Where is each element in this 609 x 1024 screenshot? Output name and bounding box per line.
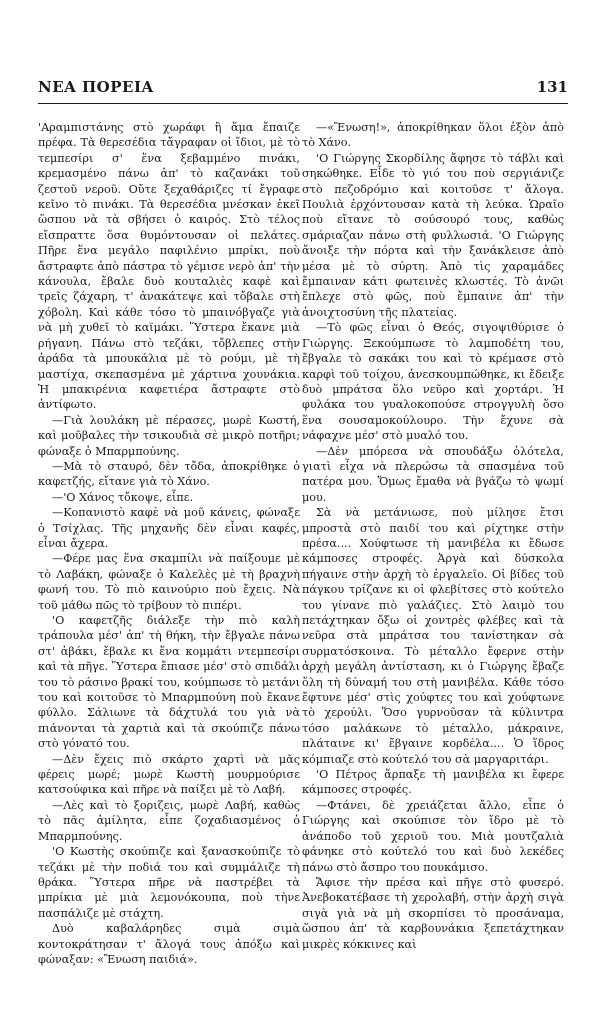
journal-title: ΝΕΑ ΠΟΡΕΙΑ (38, 78, 154, 96)
paragraph: 'Ο Πέτρος ἅρπαξε τὴ μανιβέλα κι ἔφερε κάμποσες στροφές. (302, 768, 564, 797)
paragraph: —'Ο Χάνος τὄκοψε, εἶπε. (52, 490, 194, 504)
paragraph: —Δὲν ἔχεις πιὸ σκάρτο χαρτὶ νὰ μᾶς φέρεις μωρέ; μωρὲ Κωστὴ μουρμούρισε κατσούφικα καὶ πῆρε νὰ παίξει μὲ τὸ Λαβή. (38, 752, 300, 797)
paragraph: 'Ο Γιώργης Σκορδίλης ἄφησε τὸ τάβλι καὶ σηκώθηκε. Εἶδε τὸ γιό του ποὺ σεργιάνιζε στὸ πεζοδρόμιο καὶ κοιτοῦσε τ' ἄλογα. Πουλιὰ ἐρχόντουσαν κατὰ τὴ λεύκα. Ὡραῖο ποὺ εἴτανε τὸ σούσουρό τους, καθὼς σμάριαζαν πάνω στὴ φυλλωσιά. 'Ο Γιώργης ἄνοιξε τὴν πόρτα καὶ τὴν ξανάκλεισε ἀπὸ μέσα μὲ τὸ σύρτη. Ἀπὸ τὶς χαραμάδες ἔμπαιναν κάτι φωτεινὲς κλωστές. Τὸ ἀνῶι ἔπλεχε στὸ φῶς, ποὺ ἔμπαινε ἀπ' τὴν ἀνοιχτοσύνη τῆς πλατείας. (302, 151, 564, 319)
paragraph: —Κοπανιστὸ καφὲ νὰ μοῦ κάνεις, φώναξε ὁ Τσίχλας. Τῆς μηχανῆς δὲν εἶναι καφές, εἶναι ἄχερα. (38, 506, 300, 550)
paragraph: 'Ο Κωστὴς σκούπιζε καὶ ξανασκούπιζε τὸ τεζάκι μὲ τὴν ποδιά του καὶ συμμάλιζε τὴ θράκα. Ὕστερα πῆρε νὰ παστρέβει τὰ μπρίκια μὲ μιὰ λεμονόκουπα, ποὺ τὴνε πασπάλιζε μὲ στάχτη. (38, 845, 300, 920)
left-column (38, 120, 300, 1000)
paragraph: Σὰ νὰ μετάνιωσε, ποὺ μίλησε ἔτσι μπροστὰ στὸ παιδί του καὶ ρίχτηκε στὴν πρέσα.... Χούφτωσε τὴ μανιβέλα κι ἔδωσε κάμποσες στροφές. Ἀργὰ καὶ δύσκολα πήγαινε στὴν ἀρχὴ τὸ ἐργαλεῖο. Οἱ βίδες τοῦ πάγκου τρίζανε κι οἱ φλεβίτσες στὸ κούτελο του γίνανε πιὸ γαλάζιες. Στὸ λαιμὸ του πετάχτηκαν ὄξω οἱ χοντρὲς φλέβες καὶ τὰ νεῦρα στὰ μπράτσα του τανίστηκαν σὰ συρματόσκοινα. Τὸ μέταλλο ἔφερνε στὴν ἀρχὴ μεγάλη ἀντίσταση, κι ὁ Γιώργης ἔβαζε ὅλη τὴ δύναμή του στὴ μανιβέλα. Κάθε τόσο ἔφτυνε μέσ' στὶς χούφτες του καὶ χούφτωνε τὸ χερούλι. Ὅσο γυρνοῦσαν τὰ κύλιντρα τόσο μαλάκωνε τὸ μέταλλο, μάκραινε, πλάταινε κι' ἔβγαινε κορδέλα.... Ὁ ἵδρος κόμπιαζε στὸ κούτελό του σὰ μαργαριτάρι. (302, 506, 564, 766)
paragraph: 'Ο καφετζῆς διάλεξε τὴν πιὸ καλὴ τράπουλα μέσ' ἀπ' τὴ θήκη, τὴν ἔβγαλε πάνω στ' ἀβάκι, ἔβαλε κι ἕνα κομμάτι ντεμπεσίρι καὶ τὰ πῆγε. Ὕστερα ἔπιασε μέσ' στὸ σπιδάλι του τὸ ράσινο βρακί του, κούμπωσε τὸ μετάνι του καὶ κοιτοῦσε τὸ Μπαρμπούνη ποὺ ἔκανε φύλλο. Σάλιωνε τὰ δάχτυλά του γιὰ νὰ πιάνονται τὰ χαρτιὰ καὶ τὰ σκούπιζε πάνω στὸ γόνατό του. (38, 614, 300, 751)
running-header (38, 78, 568, 100)
paragraph: —Γιὰ λουλάκη μὲ πέρασες, μωρὲ Κωστή, καὶ μοῦβαλες τὴν τσικουδιὰ σὲ μικρὸ ποτῆρι; φώναξε ὁ Μπαρμπούνης. (38, 413, 300, 458)
paragraph: —Λὲς καὶ τὸ ξοριζεις, μωρὲ Λαβή, καθὼς τὸ πᾶς ἁμίλητα, εἶπε ζοχαδιασμένος ὁ Μπαρμπούνης. (38, 798, 300, 843)
paragraph: Ἄφισε τὴν πρέσα καὶ πῆγε στὸ φυσερό. Ἀνεβοκατέβασε τὴ χερολαβή, στὴν ἀρχὴ σιγὰ σιγὰ γιὰ νὰ μὴ σκορπίσει τὸ προσάναμα, ὥσπου ἀπ' τὰ καρβουνάκια ξεπετάχτηκαν μικρὲς κόκκινες καὶ (302, 875, 564, 951)
page-number: 131 (536, 78, 568, 96)
paragraph: —«Ἔνωση!», ἀποκρίθηκαν ὅλοι ἐξὸν ἀπὸ τὸ Χάνο. (302, 121, 564, 150)
paragraph: —Φτάνει, δὲ χρειάζεται ἄλλο, εἶπε ὁ Γιώργης καὶ σκούπισε τὸν ἵδρο μὲ τὸ ἀνάποδο τοῦ χεριοῦ του. Μιὰ μουτζαλιὰ φάνηκε στὸ κούτελό του καὶ δυὸ λεκέδες πάνω στὸ ἄσπρο του πουκάμισο. (302, 798, 564, 874)
right-column (302, 120, 564, 1000)
header-rule (38, 103, 568, 104)
paragraph: —Τὸ φῶς εἶναι ὁ Θεός, σιγοψιθύρισε ὁ Γιώργης. Ξεκούμπωσε τὸ λαμποδέτη του, ἔβγαλε τὸ σακάκι του καὶ τὸ κρέμασε στὸ καρφὶ τοῦ τοίχου, ἀνεσκουμπώθηκε, κι ἔδειξε δυὸ μπράτσα ὅλο νεῦρο καὶ χορτάρι. Ἡ φυλάκα του γυαλοκοπούσε στρογγυλὴ ὅσο ἕνα σουσαμοκούλουρο. Τὴν ἔχυνε σὰ νάφαχνε μέσ' στὸ μυαλό του. (302, 321, 564, 443)
paragraph: —Δὲν μπόρεσα νὰ σπουδάξω ὁλότελα, γιατὶ εἶχα νὰ πλερώσω τὰ σπασμένα τοῦ πατέρα μου. Ὅμως ἔμαθα νὰ βγάζω τὸ ψωμί μου. (302, 444, 564, 504)
paragraph: 'Αραμπιστάνης στὸ χωράφι ἢ ἅμα ἔπαιζε πρέφα. Τὰ θερεσέδια τἄγραφαν οἱ ἴδιοι, μὲ τὸ τεμπεσίρι σ' ἕνα ξεβαμμένο πινάκι, κρεμασμένο πάνω ἀπ' τὸ καζανάκι τοῦ ζεστοῦ νεροῦ. Οὔτε ξεχαθάριζες τί ἔγραφε κεῖνο τὸ πινάκι. Τὰ θερεσέδια μνέσκαν ἐκεῖ ὥσπου νὰ τὰ σβήσει ὁ καιρός. Στὸ τέλος εἴσπραττε ὅσα θυμόντουσαν οἱ πελάτες. Πῆρε ἕνα μεγάλο παφιλένιο μπρίκι, ποὺ ἄστραφτε ἀπὸ πάστρα τὸ γέμισε νερὸ ἀπ' τὴν κάνουλα, ἔβαλε δυὸ κουταλιὲς καφὲ καὶ τρεῖς ζάχαρη, τ' ἀνακάτεψε καὶ τὄβαλε στὴ χόβολη. Καὶ κάθε τόσο τὸ μπαινόβγαζε γιὰ νὰ μὴ χυθεῖ τὸ καϊμάκι. Ὕστερα ἔκανε μιὰ ρήγανη. Πάνω στὸ τεζάκι, τὄβλεπες στὴν ἀράδα τὰ μπουκάλια μὲ τὸ ρούμι, μὲ τὴ μαστίχα, σκεπασμένα μὲ χάρτινα χουνάκια. Ἡ μπακιρένια καφετιέρα ἄστραφτε στὸ ἀντίφωτο. (38, 121, 300, 412)
paragraph: —Μὰ τὸ σταυρό, δὲν τὄδα, ἀποκρίθηκε ὁ καφετζής, εἴτανε γιὰ τὸ Χάνο. (38, 459, 300, 489)
paragraph: Δυὸ καβαλάρηδες σιμὰ σιμὰ κοντοκράτησαν τ' ἄλογά τους ἀπόξω καὶ φώναξαν: «Ἔνωση παιδιά». (38, 922, 300, 966)
paragraph: —Φέρε μας ἕνα σκαμπίλι νὰ παίξουμε μὲ τὸ Λαβάκη, φώναξε ὁ Καλελὲς μὲ τὴ βραχνὴ φωνή του. Τὸ πιὸ καινούριο ποὺ ἔχεις. Νὰ τοῦ μάθω πῶς τὸ τρίβουν τὸ πιπέρι. (38, 552, 300, 612)
